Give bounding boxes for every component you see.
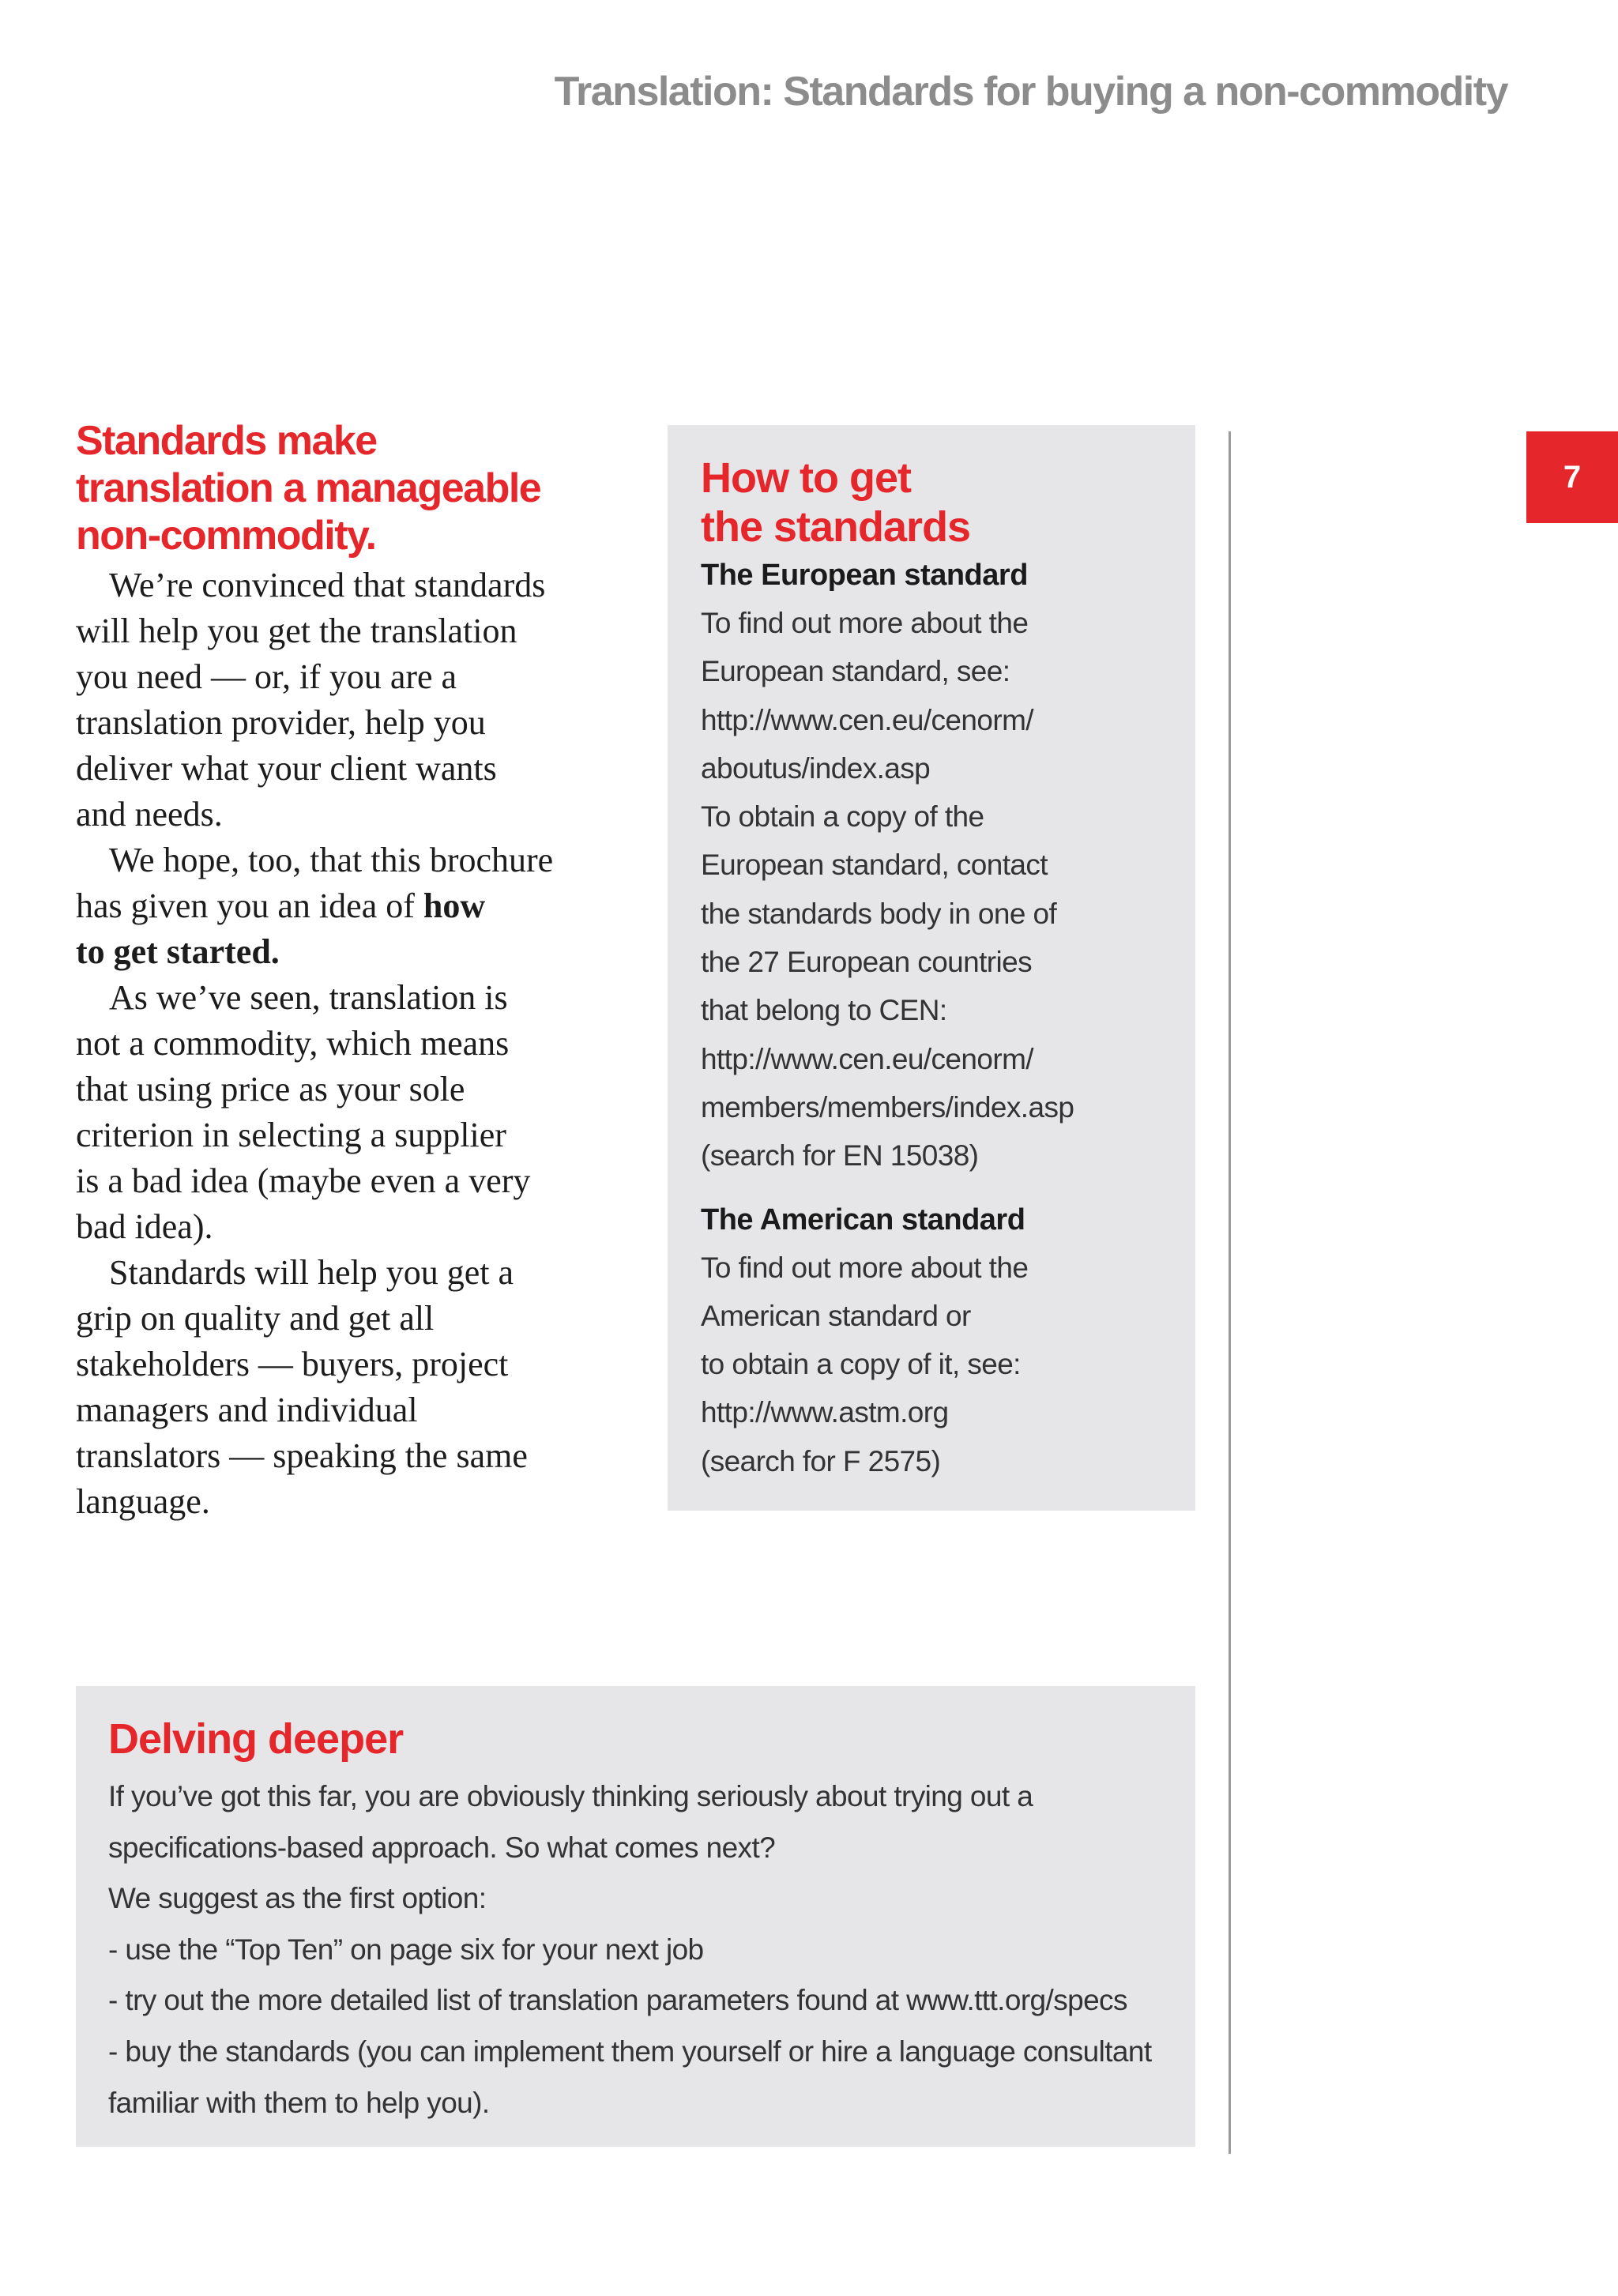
deeper-list-item: - buy the standards (you can implement them yourself or hire a language consultant [108,2034,1152,2068]
box-line: that belong to CEN: [701,994,947,1027]
paragraph-brochure [76,837,613,975]
deeper-line: specifications-based approach. So what comes next? [108,1831,776,1864]
paragraph-line: will help you get the translation [76,612,517,650]
deeper-line: familiar with them to help you). [108,2086,490,2119]
paragraph-not-commodity [76,975,613,1250]
paragraph-line: stakeholders — buyers, project [76,1345,509,1383]
deeper-line: If you’ve got this far, you are obviously thinking seriously about trying out a [108,1780,1033,1812]
delving-deeper-box [76,1686,1195,2147]
article-heading [76,417,613,559]
deeper-list-item-ttt-link[interactable]: - try out the more detailed list of translation parameters found at www.ttt.org/specs [108,1984,1127,2017]
vertical-divider [1229,431,1231,2154]
delving-deeper-heading: Delving deeper [108,1715,404,1763]
box-line: (search for F 2575) [701,1444,941,1477]
box-line: To find out more about the [701,1251,1029,1284]
box-line: (search for EN 15038) [701,1139,979,1172]
box-line: to obtain a copy of it, see: [701,1348,1021,1381]
main-article [76,417,613,1525]
box-line: American standard or [701,1299,971,1332]
article-body [76,563,613,1525]
cen-members-link[interactable]: members/members/index.asp [701,1090,1074,1124]
cen-members-link[interactable]: http://www.cen.eu/cenorm/ [701,1042,1033,1075]
american-standard-text [701,1244,1195,1485]
page-header-title: Translation: Standards for buying a non-commodity [554,69,1507,115]
sidebox-heading-line: How to get [701,454,911,502]
box-line: European standard, see: [701,655,1010,688]
paragraph-line: As we’ve seen, translation is [109,978,508,1017]
paragraph-line: We’re convinced that standards [109,566,546,604]
box-line: To obtain a copy of the [701,800,984,834]
deeper-list-item: - use the “Top Ten” on page six for your next job [108,1933,704,1966]
cen-about-link[interactable]: aboutus/index.asp [701,751,931,785]
paragraph-line: that using price as your sole [76,1070,465,1108]
paragraph-line: Standards will help you get a [109,1253,514,1292]
article-heading-line: Standards make [76,418,377,464]
paragraph-line: not a commodity, which means [76,1024,510,1063]
cen-about-link[interactable]: http://www.cen.eu/cenorm/ [701,703,1033,736]
emphasis-text: how [423,886,486,925]
paragraph-line: managers and individual [76,1391,418,1429]
article-heading-line: non-commodity. [76,513,376,559]
paragraph-line: language. [76,1482,210,1521]
paragraph-quality-grip [76,1250,613,1525]
european-standard-heading: The European standard [701,559,1028,592]
emphasis-text: to get started. [76,932,280,971]
paragraph-line: you need — or, if you are a [76,657,457,696]
european-standard-text [701,599,1195,1180]
astm-link[interactable]: http://www.astm.org [701,1396,949,1429]
paragraph-standards-help [76,563,613,837]
paragraph-line: translators — speaking the same [76,1436,528,1475]
box-line: To find out more about the [701,607,1029,639]
sidebox-heading [701,454,1195,551]
box-line: the 27 European countries [701,946,1033,979]
paragraph-line: criterion in selecting a supplier [76,1116,506,1154]
article-heading-line: translation a manageable [76,465,541,511]
deeper-line: We suggest as the first option: [108,1882,487,1915]
box-line: European standard, contact [701,849,1048,882]
paragraph-line: translation provider, help you [76,703,486,742]
paragraph-line: deliver what your client wants [76,749,497,788]
paragraph-line [76,883,613,929]
box-line: the standards body in one of [701,897,1057,930]
page-number: 7 [1563,459,1582,495]
paragraph-line: We hope, too, that this brochure [109,841,554,879]
paragraph-line: and needs. [76,795,223,834]
paragraph-line: grip on quality and get all [76,1299,435,1338]
sidebox-heading-line: the standards [701,503,971,551]
paragraph-text: has given you an idea of [76,886,423,925]
american-standard-heading: The American standard [701,1203,1025,1236]
how-to-get-standards-box [668,425,1195,1511]
paragraph-line: is a bad idea (maybe even a very [76,1161,531,1200]
paragraph-line: bad idea). [76,1207,213,1246]
page-number-tab [1526,431,1618,523]
paragraph-line [76,929,613,975]
